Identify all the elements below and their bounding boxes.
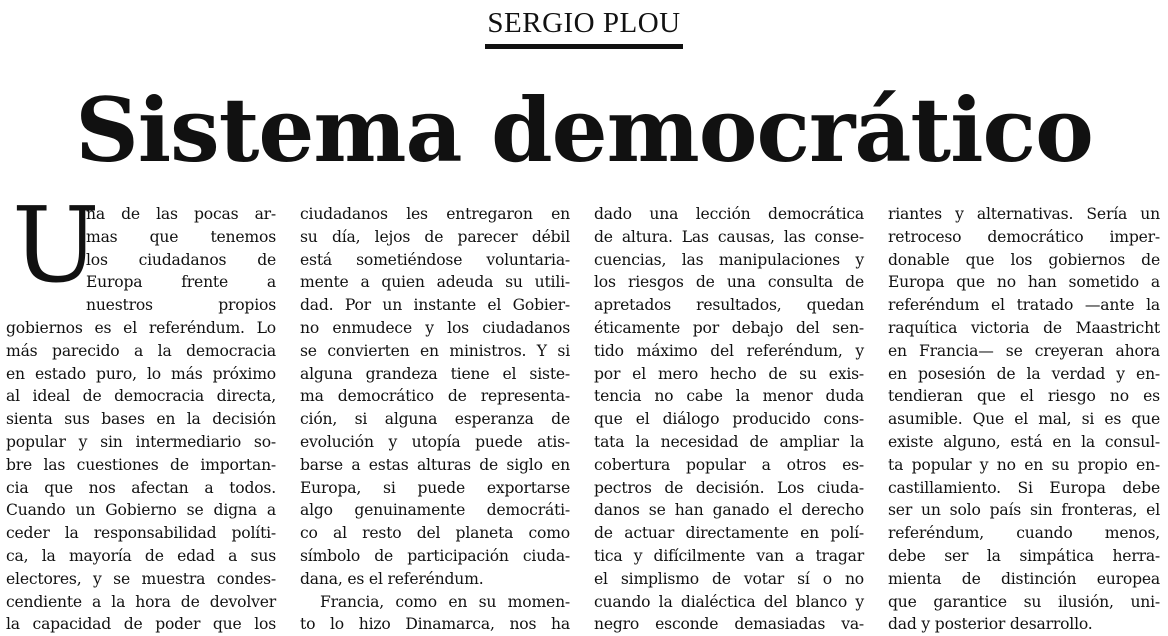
article-column-3 [594, 203, 864, 634]
article-column-1 [6, 184, 276, 634]
text-line: tata la necesidad de ampliar la [594, 432, 864, 451]
text-line: bre las cuestiones de importan- [6, 455, 276, 474]
text-line: de altura. Las causas, las conse- [594, 227, 864, 246]
text-line: to lo hizo Dinamarca, nos ha [300, 615, 570, 634]
text-line: dado una lección democrática [594, 205, 864, 223]
text-line: castillamiento. Si Europa debe [888, 478, 1160, 497]
text-line: cobertura popular a otros es- [594, 455, 864, 474]
text-line: apretados resultados, quedan [594, 296, 864, 315]
text-line: en posesión de la verdad y en- [888, 364, 1160, 383]
text-line: los ciudadanos de [86, 250, 276, 269]
text-line: asumible. Que el mal, si es que [888, 410, 1160, 429]
byline-wrapper [0, 6, 1168, 49]
text-line: ma democrático de representa- [300, 387, 570, 406]
text-line: riantes y alternativas. Sería un [888, 205, 1160, 223]
text-line: la capacidad de poder que los [6, 615, 276, 634]
text-line: tica y difícilmente van a tragar [594, 546, 864, 565]
article-column-2 [300, 203, 570, 634]
text-line: Europa que no han sometido a [888, 273, 1160, 292]
text-line: algo genuinamente democráti- [300, 501, 570, 520]
text-line: gobiernos es el referéndum. Lo [6, 318, 276, 337]
text-line: existe alguno, está en la consul- [888, 432, 1160, 451]
drop-cap: U [12, 184, 100, 306]
text-line: ciudadanos les entregaron en [300, 205, 570, 223]
text-line: mas que tenemos [86, 227, 276, 246]
headline: Sistema democrático [75, 78, 1093, 182]
text-line: raquítica victoria de Maastricht [888, 318, 1160, 337]
text-line: danos se han ganado el derecho [594, 501, 864, 520]
text-line: Europa, si puede exportarse [300, 478, 570, 497]
text-line: Cuando un Gobierno se digna a [6, 501, 276, 520]
text-line: ser un solo país sin fronteras, el [888, 501, 1160, 520]
text-line: electores, y se muestra condes- [6, 569, 276, 588]
text-line: co al resto del planeta como [300, 524, 570, 543]
text-line: na de las pocas ar- [86, 205, 276, 223]
text-line: no enmudece y los ciudadanos [300, 318, 570, 337]
article-body [0, 184, 1168, 634]
text-line: donable que los gobiernos de [888, 250, 1160, 269]
text-line: cia que nos afectan a todos. [6, 478, 276, 497]
text-line: en Francia— se creyeran ahora [888, 341, 1160, 360]
text-line: está sometiéndose voluntaria- [300, 250, 570, 269]
text-line: popular y sin intermediario so- [6, 432, 276, 451]
text-line: por el mero hecho de su exis- [594, 364, 864, 383]
text-line: Francia, como en su momen- [320, 592, 570, 611]
text-line: cuando la dialéctica del blanco y [594, 592, 864, 611]
text-line: referéndum el tratado —ante la [888, 296, 1160, 315]
text-line: evolución y utopía puede atis- [300, 432, 570, 451]
text-line: debe ser la simpática herra- [888, 546, 1160, 565]
text-line: tendieran que el riesgo no es [888, 387, 1160, 406]
text-line: ca, la mayoría de edad a sus [6, 546, 276, 565]
text-line: mente a quien adeuda su utili- [300, 273, 570, 292]
text-line: dana, es el referéndum. [300, 569, 484, 588]
text-line: el simplismo de votar sí o no [594, 569, 864, 588]
text-line: éticamente por debajo del sen- [594, 318, 864, 337]
text-line: negro esconde demasiadas va- [594, 615, 864, 634]
text-line: Europa frente a [86, 273, 276, 292]
text-line: al ideal de democracia directa, [6, 387, 276, 406]
article-column-4 [888, 203, 1160, 634]
text-line: de actuar directamente en polí- [594, 524, 864, 543]
text-line: barse a estas alturas de siglo en [300, 455, 570, 474]
text-line: en estado puro, lo más próximo [6, 364, 276, 383]
text-line: cendiente a la hora de devolver [6, 592, 276, 611]
text-line: sienta sus bases en la decisión [6, 410, 276, 429]
text-line: que garantice su ilusión, uni- [888, 592, 1160, 611]
text-line: que el diálogo producido cons- [594, 410, 864, 429]
text-line: nuestros propios [86, 296, 276, 315]
text-line: referéndum, cuando menos, [888, 524, 1160, 543]
text-line: se convierten en ministros. Y si [300, 341, 570, 360]
text-line: cuencias, las manipulaciones y [594, 250, 864, 269]
text-line: su día, lejos de parecer débil [300, 227, 570, 246]
text-line: pectros de decisión. Los ciuda- [594, 478, 864, 497]
text-line: los riesgos de una consulta de [594, 273, 864, 292]
text-line: mienta de distinción europea [888, 569, 1160, 588]
text-line: dad. Por un instante el Gobier- [300, 296, 570, 315]
text-line: ta popular y no en su propio en- [888, 455, 1160, 474]
text-line: ceder la responsabilidad políti- [6, 524, 276, 543]
text-line: retroceso democrático imper- [888, 227, 1160, 246]
text-line: dad y posterior desarrollo. [888, 615, 1093, 634]
byline: SERGIO PLOU [485, 6, 682, 49]
text-line: tencia no cabe la menor duda [594, 387, 864, 406]
text-line: símbolo de participación ciuda- [300, 546, 570, 565]
text-line: alguna grandeza tiene el siste- [300, 364, 570, 383]
text-line: ción, si alguna esperanza de [300, 410, 570, 429]
text-line: más parecido a la democracia [6, 341, 276, 360]
text-line: tido máximo del referéndum, y [594, 341, 864, 360]
